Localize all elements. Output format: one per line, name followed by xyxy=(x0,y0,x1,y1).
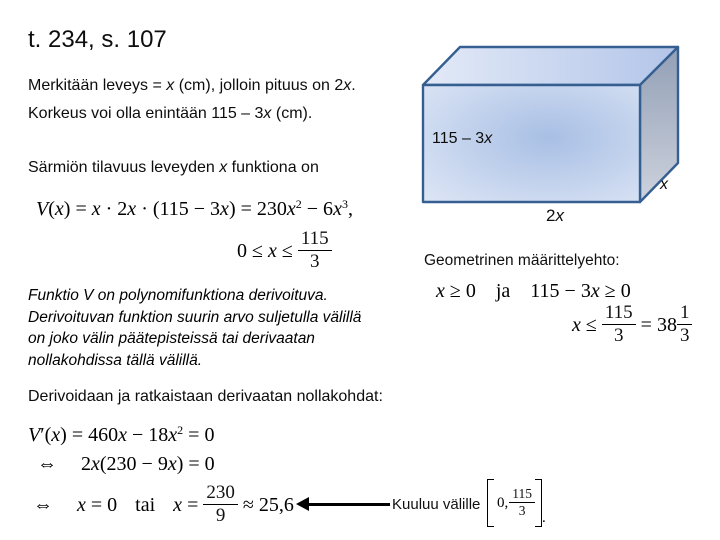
fraction-denominator: 3 xyxy=(679,324,690,346)
derivative-formula: $V'(x) = 460x - 18x^2 = 0$ xyxy=(28,423,215,446)
root-two-pre: x = xyxy=(173,493,204,516)
fraction-denominator: 3 xyxy=(310,250,320,272)
interval-expression xyxy=(487,479,546,527)
fraction-numerator: 115 xyxy=(602,303,636,325)
root-two-approx: ≈ 25,6 xyxy=(237,493,294,516)
root-one: x = 0 xyxy=(77,493,118,516)
domain-pre: 0 ≤ x ≤ xyxy=(237,239,298,262)
right-bracket xyxy=(535,479,542,527)
left-arrow-shaft xyxy=(307,503,390,506)
fraction-denominator: 9 xyxy=(215,504,226,526)
equivalence-symbol: ⇔ xyxy=(33,493,53,516)
theory-line-4: nollakohdissa tällä välillä. xyxy=(28,351,203,369)
derivative-step-2 xyxy=(37,453,215,476)
intro-line-1: Merkitään leveys = x (cm), jolloin pituus on 2x. xyxy=(28,77,356,94)
derivative-heading: Derivoidaan ja ratkaistaan derivaatan nollakohdat: xyxy=(28,388,383,405)
interval-fraction xyxy=(509,487,535,518)
geometry-fraction xyxy=(602,303,636,346)
geometry-heading: Geometrinen määrittelyehto: xyxy=(424,252,620,269)
box-depth-label: x xyxy=(660,176,668,193)
fraction-denominator: 3 xyxy=(614,324,624,346)
left-bracket xyxy=(487,479,494,527)
derivative-step-3 xyxy=(33,481,294,529)
domain-constraint xyxy=(237,228,332,274)
left-arrow-icon xyxy=(296,497,309,511)
theory-note xyxy=(28,285,361,371)
fraction-numerator: 1 xyxy=(677,303,693,325)
sentence-period: . xyxy=(542,510,546,526)
volume-formula: $V(x) = x \cdot 2x \cdot (115 - 3x) = 230x^2 - 6x^3$, xyxy=(36,197,353,220)
geometry-line2-mid: = 38 xyxy=(635,313,677,336)
geometry-line-2 xyxy=(572,300,692,350)
root-two-fraction xyxy=(203,483,238,526)
interval-note-label: Kuuluu välille xyxy=(392,496,481,513)
theory-line-3: on joko välin päätepisteissä tai derivaatan xyxy=(28,330,315,347)
fraction-numerator: 115 xyxy=(509,487,535,503)
theory-line-1: Funktio V on polynomifunktiona derivoituva. xyxy=(28,287,328,304)
page-title: t. 234, s. 107 xyxy=(28,26,167,53)
theory-line-2: Derivoituvan funktion suurin arvo suljetulla välillä xyxy=(28,308,362,326)
volume-heading: Särmiön tilavuus leveyden x funktiona on xyxy=(28,159,319,176)
step2-expression: 2x(230 − 9x) = 0 xyxy=(81,453,215,475)
interval-lower: 0, xyxy=(497,494,509,511)
intro-line-2: Korkeus voi olla enintään 115 – 3x (cm). xyxy=(28,105,313,122)
fraction-numerator: 115 xyxy=(298,229,332,251)
box-height-label: 115 – 3x xyxy=(432,130,493,147)
geometry-line-1: x ≥ 0 ja 115 − 3x ≥ 0 xyxy=(436,280,631,302)
fraction-numerator: 230 xyxy=(203,483,238,505)
box-width-label: 2x xyxy=(546,206,564,225)
fraction-denominator: 3 xyxy=(518,503,526,519)
geometry-line2-pre: x ≤ xyxy=(572,313,602,336)
box-top-face xyxy=(423,47,678,85)
or-word: tai xyxy=(135,493,156,516)
geometry-mixed-fraction xyxy=(677,303,693,346)
equivalence-symbol: ⇔ xyxy=(37,453,57,475)
domain-fraction xyxy=(298,229,332,272)
